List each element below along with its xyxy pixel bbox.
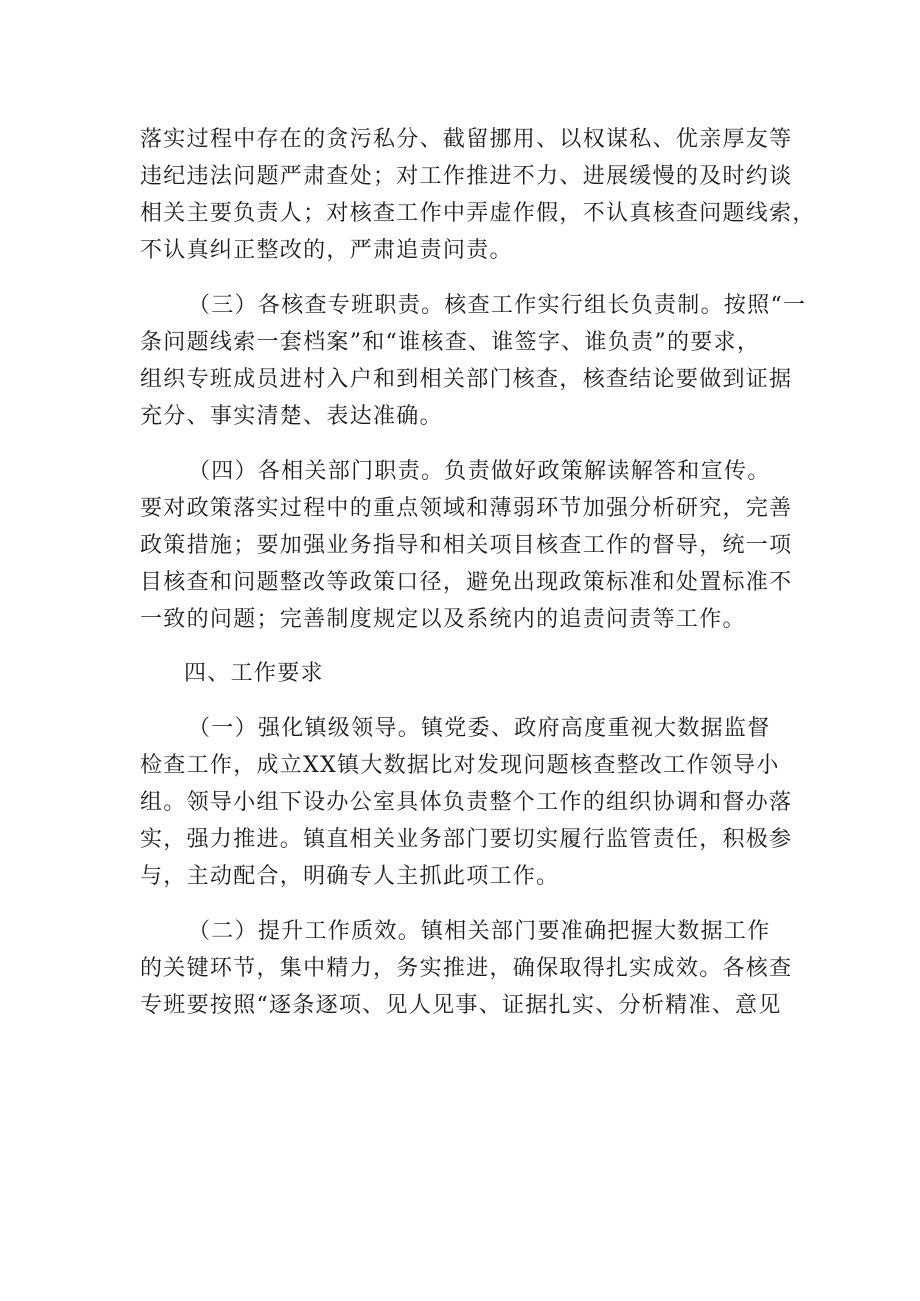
text-line: 不认真纠正整改的，严肃追责问责。 [140, 238, 513, 263]
text-line: 实，强力推进。镇直相关业务部门要切实履行监管责任，积极参 [140, 827, 793, 853]
text-line: 的关键环节，集中精力，务实推进，确保取得扎实成效。各核查 [140, 955, 793, 981]
paragraph-work-quality [140, 913, 793, 1024]
paragraph-town-leadership [140, 710, 793, 895]
text-line: （四）各相关部门职责。负责做好政策解读解答和宣传。 [188, 458, 771, 484]
text-line: 违纪违法问题严肃查处；对工作推进不力、进展缓慢的及时约谈 [140, 164, 793, 189]
text-line: 落实过程中存在的贪污私分、截留挪用、以权谋私、优亲厚友等 [140, 127, 793, 152]
text-line: 条问题线索一套档案”和“谁核查、谁签字、谁负责”的要求， [140, 329, 761, 355]
text-line: 相关主要负责人；对核查工作中弄虚作假，不认真核查问题线索， [140, 201, 816, 226]
text-line: 专班要按照“逐条逐项、见人见事、证据扎实、分析精准、意见 [140, 992, 782, 1018]
text-line: （一）强化镇级领导。镇党委、政府高度重视大数据监督 [188, 716, 771, 742]
text-line: 与，主动配合，明确专人主抓此项工作。 [140, 864, 560, 890]
text-line: 一致的问题；完善制度规定以及系统内的追责问责等工作。 [140, 606, 746, 632]
text-line: （二）提升工作质效。镇相关部门要准确把握大数据工作 [188, 918, 771, 944]
text-line: 组。领导小组下设办公室具体负责整个工作的组织协调和督办落 [140, 790, 793, 816]
text-line: 检查工作，成立XX镇大数据比对发现问题核查整改工作领导小 [140, 753, 780, 779]
section-heading-work-requirements [140, 655, 790, 692]
paragraph-task-force-duties [140, 287, 807, 435]
text-line: 组织专班成员进村入户和到相关部门核查，核查结论要做到证据 [140, 366, 793, 392]
section-heading: 四、工作要求 [184, 661, 324, 687]
paragraph-violation-handling [140, 121, 816, 269]
text-line: （三）各核查专班职责。核查工作实行组长负责制。按照“一 [188, 292, 807, 318]
text-line: 政策措施；要加强业务指导和相关项目核查工作的督导，统一项 [140, 532, 793, 558]
document-body [140, 121, 816, 1024]
text-line: 充分、事实清楚、表达准确。 [140, 403, 443, 429]
text-line: 要对政策落实过程中的重点领域和薄弱环节加强分析研究，完善 [140, 495, 793, 521]
text-line: 目核查和问题整改等政策口径，避免出现政策标准和处置标准不 [140, 569, 793, 595]
paragraph-department-duties [140, 453, 793, 638]
